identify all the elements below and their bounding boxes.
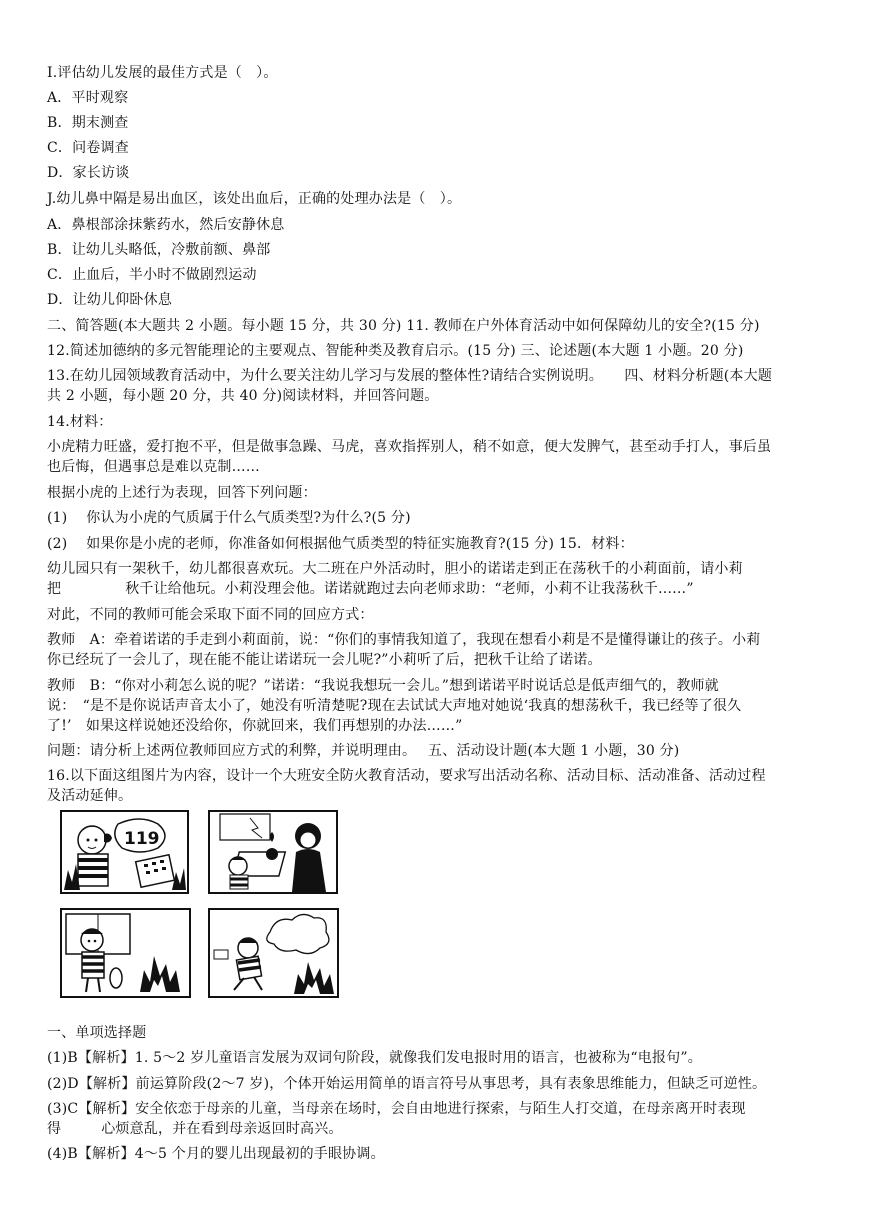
fire-safety-pictures [60,806,350,996]
option-d: D．让幼儿仰卧休息 [47,292,173,308]
question-stem: 根据小虎的上述行为表现，回答下列问题： [47,485,317,501]
material-text: 幼儿园只有一架秋千，幼儿都很喜欢玩。大二班在户外活动时，胆小的诺诺走到正在荡秋千的小莉面前，请小莉 [47,561,743,577]
question-12: 12.简述加德纳的多元智能理论的主要观点、智能种类及教育启示。(15 分) 三、论述题(本大题 1 小题。20 分) [47,343,744,359]
section-heading: 共 2 小题，每小题 20 分，共 40 分)阅读材料，并回答问题。 [47,388,439,404]
option-c: C．止血后，半小时不做剧烈运动 [47,267,257,283]
sub-question-2: (2) 如果你是小虎的老师，你准备如何根据他气质类型的特征实施教育?(15 分) 15．材料： [47,536,634,552]
question-13: 13.在幼儿园领域教育活动中，为什么要关注幼儿学习与发展的整体性?请结合实例说明。 四、材料分析题(本大题 [47,368,773,384]
answer-2: (2)D【解析】前运算阶段(2～7 岁)，个体开始运用简单的语言符号从事思考，具有表象思维能力，但缺乏可逆性。 [47,1076,767,1092]
option-b: B．让幼儿头略低，冷敷前额、鼻部 [47,242,271,258]
answer-1: (1)B【解析】1. 5～2 岁儿童语言发展为双词句阶段，就像我们发电报时用的语言，也被称为“电报句”。 [47,1050,702,1066]
question-j: J.幼儿鼻中隔是易出血区，该处出血后，正确的处理办法是（ ）。 [47,191,462,207]
answer-4: (4)B【解析】4～5 个月的婴儿出现最初的手眼协调。 [47,1146,385,1162]
option-b: B．期末测查 [47,115,129,131]
teacher-b-text: 说： “是不是你说话声音太小了，她没有听清楚呢?现在去试试大声地对她说‘我真的想荡秋千，我已经等了很久 [47,698,742,714]
phone-number-text: 119 [124,829,160,849]
teacher-b-text: 了!’ 如果这样说她还没给你，你就回来，我们再想别的办法……” [47,718,463,734]
question-16: 及活动延伸。 [47,788,133,804]
option-a: A．鼻根部涂抹紫药水，然后安静休息 [47,217,285,233]
child-phone-119-picture [60,810,189,894]
question-16: 16.以下面这组图片为内容，设计一个大班安全防火教育活动，要求写出活动名称、活动目标、活动准备、活动过程 [47,768,766,784]
option-a: A．平时观察 [47,90,129,106]
answer-3 [47,1119,837,1139]
child-escape-fire-picture [208,908,339,998]
question-i: I.评估幼儿发展的最佳方式是（ ）。 [47,65,278,81]
answer-3: (3)C【解析】安全依恋于母亲的儿童，当母亲在场时，会自由地进行探索，与陌生人打交道，在母亲离开时表现 [47,1101,746,1117]
teacher-a-text: 你已经玩了一会儿了，现在能不能让诺诺玩一会儿呢?”小莉听了后，把秋千让给了诺诺。 [47,652,602,668]
material-text: 小虎精力旺盛，爱打抱不平，但是做事急躁、马虎，喜欢指挥别人，稍不如意，便大发脾气，甚至动手打人，事后虽 [47,439,772,455]
question-text: 问题：请分析上述两位教师回应方式的利弊，并说明理由。 五、活动设计题(本大题 1 小题，30 分) [47,743,680,759]
option-d: D．家长访谈 [47,165,130,181]
text-fragment: 秋千让给他玩。小莉没理会他。诺诺就跑过去向老师求助：“老师，小莉不让我荡秋千……” [125,581,694,597]
text-fragment: 心烦意乱，并在看到母亲返回时高兴。 [101,1121,343,1137]
material-text: 也后悔，但遇事总是难以克制…… [47,459,260,475]
teacher-a-text: 教师 A：牵着诺诺的手走到小莉面前，说：“你们的事情我知道了，我现在想看小莉是不是懂得谦让的孩子。小莉 [47,632,761,648]
option-c: C．问卷调查 [47,140,129,156]
material-text [47,579,837,599]
section-heading: 二、简答题(本大题共 2 小题。每小题 15 分，共 30 分) 11. 教师在户外体育活动中如何保障幼儿的安全?(15 分) [47,318,760,334]
sub-question-1: (1) 你认为小虎的气质属于什么气质类型?为什么?(5 分) [47,510,411,526]
text-fragment: 得 [47,1121,62,1137]
child-mother-stove-picture [208,810,338,894]
child-fire-window-picture [60,908,191,998]
material-text: 对此，不同的教师可能会采取下面不同的回应方式： [47,607,374,623]
material-heading: 14.材料： [47,414,113,430]
answers-heading: 一、单项选择题 [47,1025,147,1041]
text-fragment: 把 [47,581,62,597]
teacher-b-text: 教师 B：“你对小莉怎么说的呢？”诺诺：“我说我想玩一会儿。”想到诺诺平时说话总是低声细气的，教师就 [47,678,719,694]
